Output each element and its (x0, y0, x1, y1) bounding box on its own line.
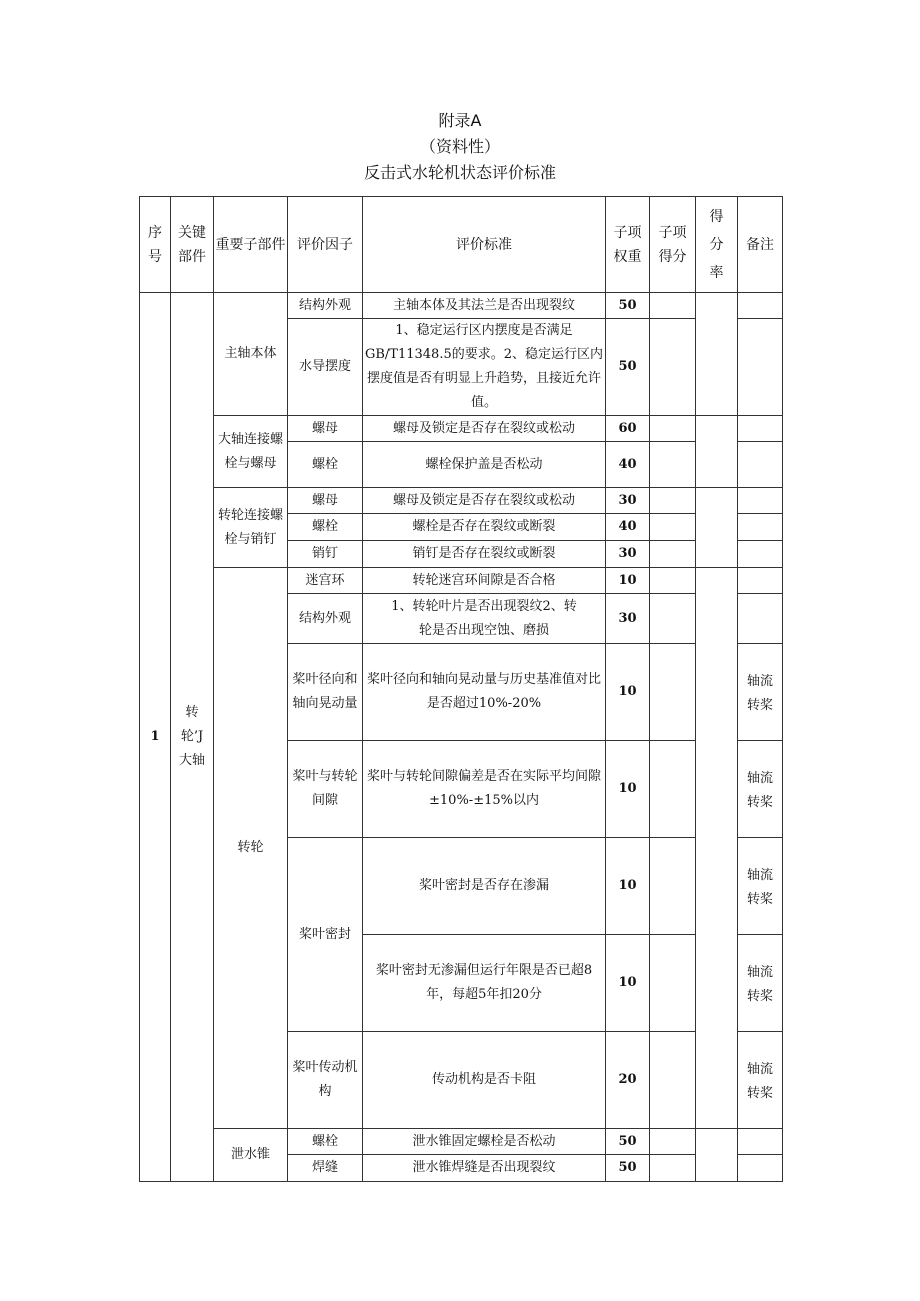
standard-cell: 泄水锥焊缝是否出现裂纹 (363, 1155, 606, 1182)
note-cell (738, 293, 783, 319)
score-cell (650, 1155, 696, 1182)
note-cell: 轴流转桨 (738, 644, 783, 741)
weight-cell: 50 (606, 293, 650, 319)
standard-cell: 桨叶与转轮间隙偏差是否在实际平均间隙±10%-±15%以内 (363, 741, 606, 838)
score-cell (650, 568, 696, 594)
factor-cell: 桨叶传动机构 (288, 1032, 363, 1129)
note-cell (738, 1129, 783, 1155)
note-cell (738, 568, 783, 594)
rate-cell (696, 416, 738, 488)
sub-part-cone: 泄水锥 (214, 1129, 288, 1182)
table-row (140, 568, 783, 594)
note-cell (738, 514, 783, 541)
weight-cell: 60 (606, 416, 650, 442)
rate-cell (696, 293, 738, 416)
header-note: 备注 (738, 197, 783, 293)
header-key-part: 关键部件 (171, 197, 214, 293)
weight-cell: 50 (606, 1129, 650, 1155)
factor-cell: 结构外观 (288, 293, 363, 319)
factor-cell: 螺栓 (288, 442, 363, 488)
header-weight: 子项权重 (606, 197, 650, 293)
note-cell (738, 442, 783, 488)
sub-part-main-shaft: 主轴本体 (214, 293, 288, 416)
header-score: 子项得分 (650, 197, 696, 293)
score-cell (650, 838, 696, 935)
note-cell (738, 594, 783, 644)
rate-cell (696, 568, 738, 1129)
standard-cell: 销钉是否存在裂纹或断裂 (363, 541, 606, 568)
note-cell (738, 541, 783, 568)
standard-cell: 主轴本体及其法兰是否出现裂纹 (363, 293, 606, 319)
header-rate: 得分率 (696, 197, 738, 293)
table-header-row (140, 197, 783, 293)
score-cell (650, 442, 696, 488)
factor-cell: 螺母 (288, 488, 363, 514)
factor-cell: 销钉 (288, 541, 363, 568)
note-cell (738, 319, 783, 416)
note-cell (738, 488, 783, 514)
weight-cell: 30 (606, 541, 650, 568)
sub-part-runner: 转轮 (214, 568, 288, 1129)
factor-cell: 焊缝 (288, 1155, 363, 1182)
weight-cell: 10 (606, 935, 650, 1032)
appendix-type: （资料性） (419, 137, 500, 156)
document-title: 反击式水轮机状态评价标准 (363, 163, 556, 182)
score-cell (650, 1129, 696, 1155)
factor-cell: 结构外观 (288, 594, 363, 644)
score-cell (650, 1032, 696, 1129)
score-cell (650, 594, 696, 644)
weight-cell: 40 (606, 442, 650, 488)
standard-cell: 桨叶径向和轴向晃动量与历史基准值对比是否超过10%-20% (363, 644, 606, 741)
appendix-title: 附录A (438, 111, 482, 130)
score-cell (650, 644, 696, 741)
table-row (140, 416, 783, 442)
weight-cell: 50 (606, 319, 650, 416)
weight-cell: 10 (606, 568, 650, 594)
weight-cell: 10 (606, 644, 650, 741)
score-cell (650, 541, 696, 568)
factor-cell: 水导摆度 (288, 319, 363, 416)
rate-cell (696, 488, 738, 568)
standard-cell: 螺母及锁定是否存在裂纹或松动 (363, 488, 606, 514)
note-cell (738, 416, 783, 442)
weight-cell: 30 (606, 488, 650, 514)
header-factor: 评价因子 (288, 197, 363, 293)
standard-cell: 桨叶密封无渗漏但运行年限是否已超8年，每超5年扣20分 (363, 935, 606, 1032)
score-cell (650, 488, 696, 514)
rate-cell (696, 1129, 738, 1182)
score-cell (650, 293, 696, 319)
factor-cell: 桨叶密封 (288, 838, 363, 1032)
note-cell: 轴流转桨 (738, 838, 783, 935)
key-part-name: 转轮’J大轴 (171, 293, 214, 1182)
score-cell (650, 319, 696, 416)
sub-part-runner-bolts: 转轮连接螺栓与销钉 (214, 488, 288, 568)
standard-cell: 螺栓是否存在裂纹或断裂 (363, 514, 606, 541)
note-cell: 轴流转桨 (738, 1032, 783, 1129)
note-cell: 轴流转桨 (738, 741, 783, 838)
score-cell (650, 416, 696, 442)
header-sub-part: 重要子部件 (214, 197, 288, 293)
standard-cell: 桨叶密封是否存在渗漏 (363, 838, 606, 935)
table-row (140, 488, 783, 514)
weight-cell: 40 (606, 514, 650, 541)
weight-cell: 30 (606, 594, 650, 644)
factor-cell: 螺母 (288, 416, 363, 442)
standard-cell: 泄水锥固定螺栓是否松动 (363, 1129, 606, 1155)
seq-number: 1 (140, 293, 171, 1182)
standard-cell: 螺栓保护盖是否松动 (363, 442, 606, 488)
standard-cell: 螺母及锁定是否存在裂纹或松动 (363, 416, 606, 442)
score-cell (650, 935, 696, 1032)
factor-cell: 桨叶与转轮间隙 (288, 741, 363, 838)
factor-cell: 迷宫环 (288, 568, 363, 594)
weight-cell: 50 (606, 1155, 650, 1182)
score-cell (650, 741, 696, 838)
factor-cell: 桨叶径向和轴向晃动量 (288, 644, 363, 741)
weight-cell: 10 (606, 838, 650, 935)
standard-cell: 传动机构是否卡阻 (363, 1032, 606, 1129)
factor-cell: 螺栓 (288, 514, 363, 541)
header-seq: 序号 (140, 197, 171, 293)
header-standard: 评价标准 (363, 197, 606, 293)
note-cell: 轴流转桨 (738, 935, 783, 1032)
sub-part-shaft-bolts: 大轴连接螺栓与螺母 (214, 416, 288, 488)
weight-cell: 10 (606, 741, 650, 838)
standard-cell: 1、转轮叶片是否出现裂纹2、转轮是否出现空蚀、磨损 (363, 594, 606, 644)
table-row (140, 1129, 783, 1155)
evaluation-table (139, 196, 783, 1182)
factor-cell: 螺栓 (288, 1129, 363, 1155)
table-row (140, 293, 783, 319)
score-cell (650, 514, 696, 541)
title-block (0, 108, 920, 186)
weight-cell: 20 (606, 1032, 650, 1129)
standard-cell: 转轮迷宫环间隙是否合格 (363, 568, 606, 594)
standard-cell: 1、稳定运行区内摆度是否满足GB/T11348.5的要求。2、稳定运行区内摆度值是否有明显上升趋势，且接近允许值。 (363, 319, 606, 416)
note-cell (738, 1155, 783, 1182)
